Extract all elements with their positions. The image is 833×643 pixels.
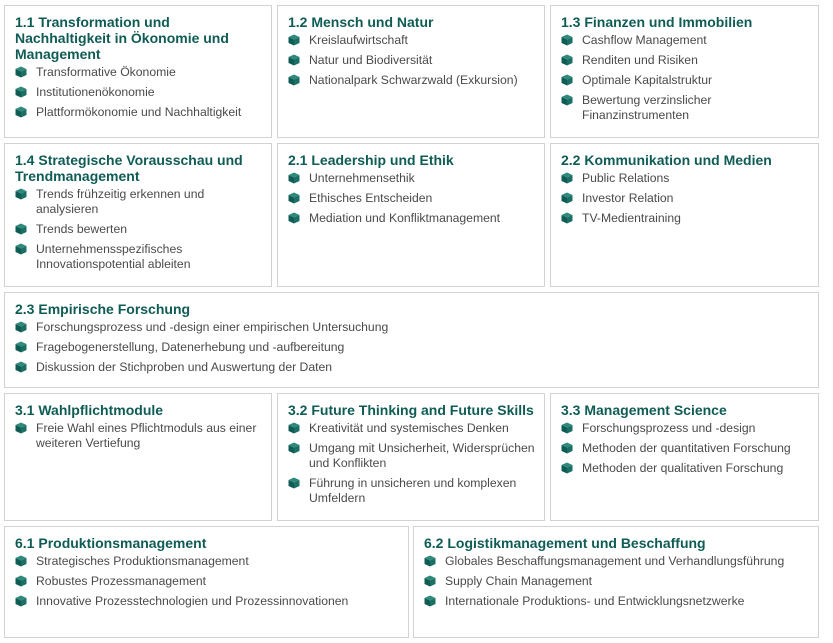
topic-label: Public Relations	[582, 171, 670, 185]
cube-icon	[15, 575, 27, 587]
topic-list	[288, 171, 536, 226]
topic-item	[561, 93, 810, 123]
cube-icon	[15, 341, 27, 353]
topic-list	[424, 554, 810, 609]
topic-label: Trends bewerten	[36, 222, 128, 236]
topic-item	[15, 594, 400, 609]
topic-item	[15, 574, 400, 589]
topic-item	[561, 421, 810, 436]
topic-item	[288, 476, 536, 506]
topic-label: Internationale Produktions- und Entwicklungsnetzwerke	[445, 594, 745, 608]
topic-item	[561, 53, 810, 68]
module-title: 3.2 Future Thinking and Future Skills	[288, 402, 534, 418]
topic-item	[288, 191, 536, 206]
cube-icon	[561, 462, 573, 474]
topic-label: Forschungsprozess und -design	[582, 421, 756, 435]
module-card-6-2	[413, 526, 819, 638]
topic-label: Forschungsprozess und -design einer empirischen Untersuchung	[36, 320, 389, 334]
cube-icon	[15, 361, 27, 373]
topic-item	[15, 554, 400, 569]
topic-label: Renditen und Risiken	[582, 53, 698, 67]
topic-label: Investor Relation	[582, 191, 674, 205]
topic-item	[288, 53, 536, 68]
topic-label: Unternehmensethik	[309, 171, 415, 185]
module-title: 2.3 Empirische Forschung	[15, 301, 191, 317]
topic-list	[15, 320, 810, 375]
topic-label: Führung in unsicheren und komplexen Umfeldern	[309, 476, 517, 505]
topic-item	[424, 554, 810, 569]
cube-icon	[561, 34, 573, 46]
cube-icon	[424, 595, 436, 607]
topic-item	[15, 340, 810, 355]
module-card-1-4	[4, 143, 272, 287]
cube-icon	[15, 243, 27, 255]
module-card-1-3	[550, 5, 819, 138]
module-card-3-3	[550, 393, 819, 521]
topic-item	[561, 73, 810, 88]
cube-icon	[561, 192, 573, 204]
topic-item	[15, 65, 263, 80]
cube-icon	[288, 34, 300, 46]
module-title: 3.3 Management Science	[561, 402, 727, 418]
cube-icon	[288, 172, 300, 184]
topic-item	[288, 441, 536, 471]
cube-icon	[288, 442, 300, 454]
topic-list	[561, 33, 810, 123]
cube-icon	[288, 422, 300, 434]
topic-label: TV-Medientraining	[582, 211, 681, 225]
topic-label: Kreislaufwirtschaft	[309, 33, 408, 47]
cube-icon	[288, 477, 300, 489]
cube-icon	[288, 74, 300, 86]
cube-icon	[15, 321, 27, 333]
topic-item	[15, 105, 263, 120]
topic-item	[288, 33, 536, 48]
topic-list	[288, 421, 536, 506]
topic-label: Plattformökonomie und Nachhaltigkeit	[36, 105, 242, 119]
topic-label: Umgang mit Unsicherheit, Widersprüchen und Konflikten	[309, 441, 535, 470]
module-card-2-2	[550, 143, 819, 287]
topic-list	[15, 554, 400, 609]
cube-icon	[288, 212, 300, 224]
topic-item	[288, 211, 536, 226]
module-title: 1.4 Strategische Vorausschau und Trendmanagement	[15, 152, 243, 184]
cube-icon	[424, 575, 436, 587]
module-title: 6.1 Produktionsmanagement	[15, 535, 207, 551]
cube-icon	[15, 555, 27, 567]
cube-icon	[561, 74, 573, 86]
topic-label: Nationalpark Schwarzwald (Exkursion)	[309, 73, 518, 87]
cube-icon	[288, 54, 300, 66]
topic-item	[288, 73, 536, 88]
topic-label: Unternehmensspezifisches Innovationspotential ableiten	[36, 242, 191, 271]
topic-item	[15, 187, 263, 217]
cube-icon	[15, 223, 27, 235]
topic-label: Natur und Biodiversität	[309, 53, 433, 67]
topic-label: Robustes Prozessmanagement	[36, 574, 207, 588]
cube-icon	[15, 86, 27, 98]
cube-icon	[15, 66, 27, 78]
module-title: 3.1 Wahlpflichtmodule	[15, 402, 164, 418]
topic-label: Institutionenökonomie	[36, 85, 155, 99]
topic-label: Diskussion der Stichproben und Auswertung der Daten	[36, 360, 333, 374]
topic-item	[561, 441, 810, 456]
topic-label: Mediation und Konfliktmanagement	[309, 211, 501, 225]
topic-label: Supply Chain Management	[445, 574, 593, 588]
topic-label: Transformative Ökonomie	[36, 65, 176, 79]
cube-icon	[561, 94, 573, 106]
cube-icon	[561, 172, 573, 184]
topic-item	[561, 33, 810, 48]
topic-item	[15, 360, 810, 375]
cube-icon	[15, 422, 27, 434]
topic-item	[424, 574, 810, 589]
topic-list	[15, 187, 263, 272]
topic-label: Optimale Kapitalstruktur	[582, 73, 713, 87]
topic-list	[15, 65, 263, 120]
module-title: 2.1 Leadership und Ethik	[288, 152, 454, 168]
cube-icon	[15, 106, 27, 118]
topic-label: Kreativität und systemisches Denken	[309, 421, 509, 435]
topic-label: Cashflow Management	[582, 33, 707, 47]
topic-label: Trends frühzeitig erkennen und analysieren	[36, 187, 205, 216]
module-card-3-1	[4, 393, 272, 521]
topic-label: Methoden der quantitativen Forschung	[582, 441, 791, 455]
module-card-2-1	[277, 143, 545, 287]
topic-item	[561, 191, 810, 206]
topic-item	[288, 421, 536, 436]
topic-list	[561, 171, 810, 226]
cube-icon	[15, 595, 27, 607]
module-card-3-2	[277, 393, 545, 521]
cube-icon	[15, 188, 27, 200]
topic-list	[288, 33, 536, 88]
cube-icon	[561, 54, 573, 66]
topic-label: Bewertung verzinslicher Finanzinstrumenten	[582, 93, 712, 122]
cube-icon	[561, 442, 573, 454]
module-title: 1.1 Transformation und Nachhaltigkeit in Ökonomie und Management	[15, 14, 229, 62]
topic-label: Ethisches Entscheiden	[309, 191, 433, 205]
topic-item	[15, 242, 263, 272]
topic-label: Globales Beschaffungsmanagement und Verhandlungsführung	[445, 554, 785, 568]
topic-item	[561, 461, 810, 476]
module-card-1-2	[277, 5, 545, 138]
topic-item	[288, 171, 536, 186]
topic-label: Freie Wahl eines Pflichtmoduls aus einer weiteren Vertiefung	[36, 421, 257, 450]
cube-icon	[424, 555, 436, 567]
topic-list	[15, 421, 263, 451]
module-title: 1.2 Mensch und Natur	[288, 14, 434, 30]
module-title: 6.2 Logistikmanagement und Beschaffung	[424, 535, 706, 551]
module-title: 1.3 Finanzen und Immobilien	[561, 14, 753, 30]
cube-icon	[561, 212, 573, 224]
module-title: 2.2 Kommunikation und Medien	[561, 152, 772, 168]
topic-item	[424, 594, 810, 609]
topic-list	[561, 421, 810, 476]
topic-item	[15, 222, 263, 237]
cube-icon	[561, 422, 573, 434]
topic-item	[15, 421, 263, 451]
topic-item	[15, 320, 810, 335]
topic-item	[15, 85, 263, 100]
module-card-2-3	[4, 292, 819, 388]
topic-item	[561, 171, 810, 186]
module-card-1-1	[4, 5, 272, 138]
module-card-6-1	[4, 526, 409, 638]
topic-label: Innovative Prozesstechnologien und Prozessinnovationen	[36, 594, 349, 608]
topic-label: Strategisches Produktionsmanagement	[36, 554, 249, 568]
topic-label: Fragebogenerstellung, Datenerhebung und -aufbereitung	[36, 340, 345, 354]
topic-item	[561, 211, 810, 226]
topic-label: Methoden der qualitativen Forschung	[582, 461, 784, 475]
cube-icon	[288, 192, 300, 204]
